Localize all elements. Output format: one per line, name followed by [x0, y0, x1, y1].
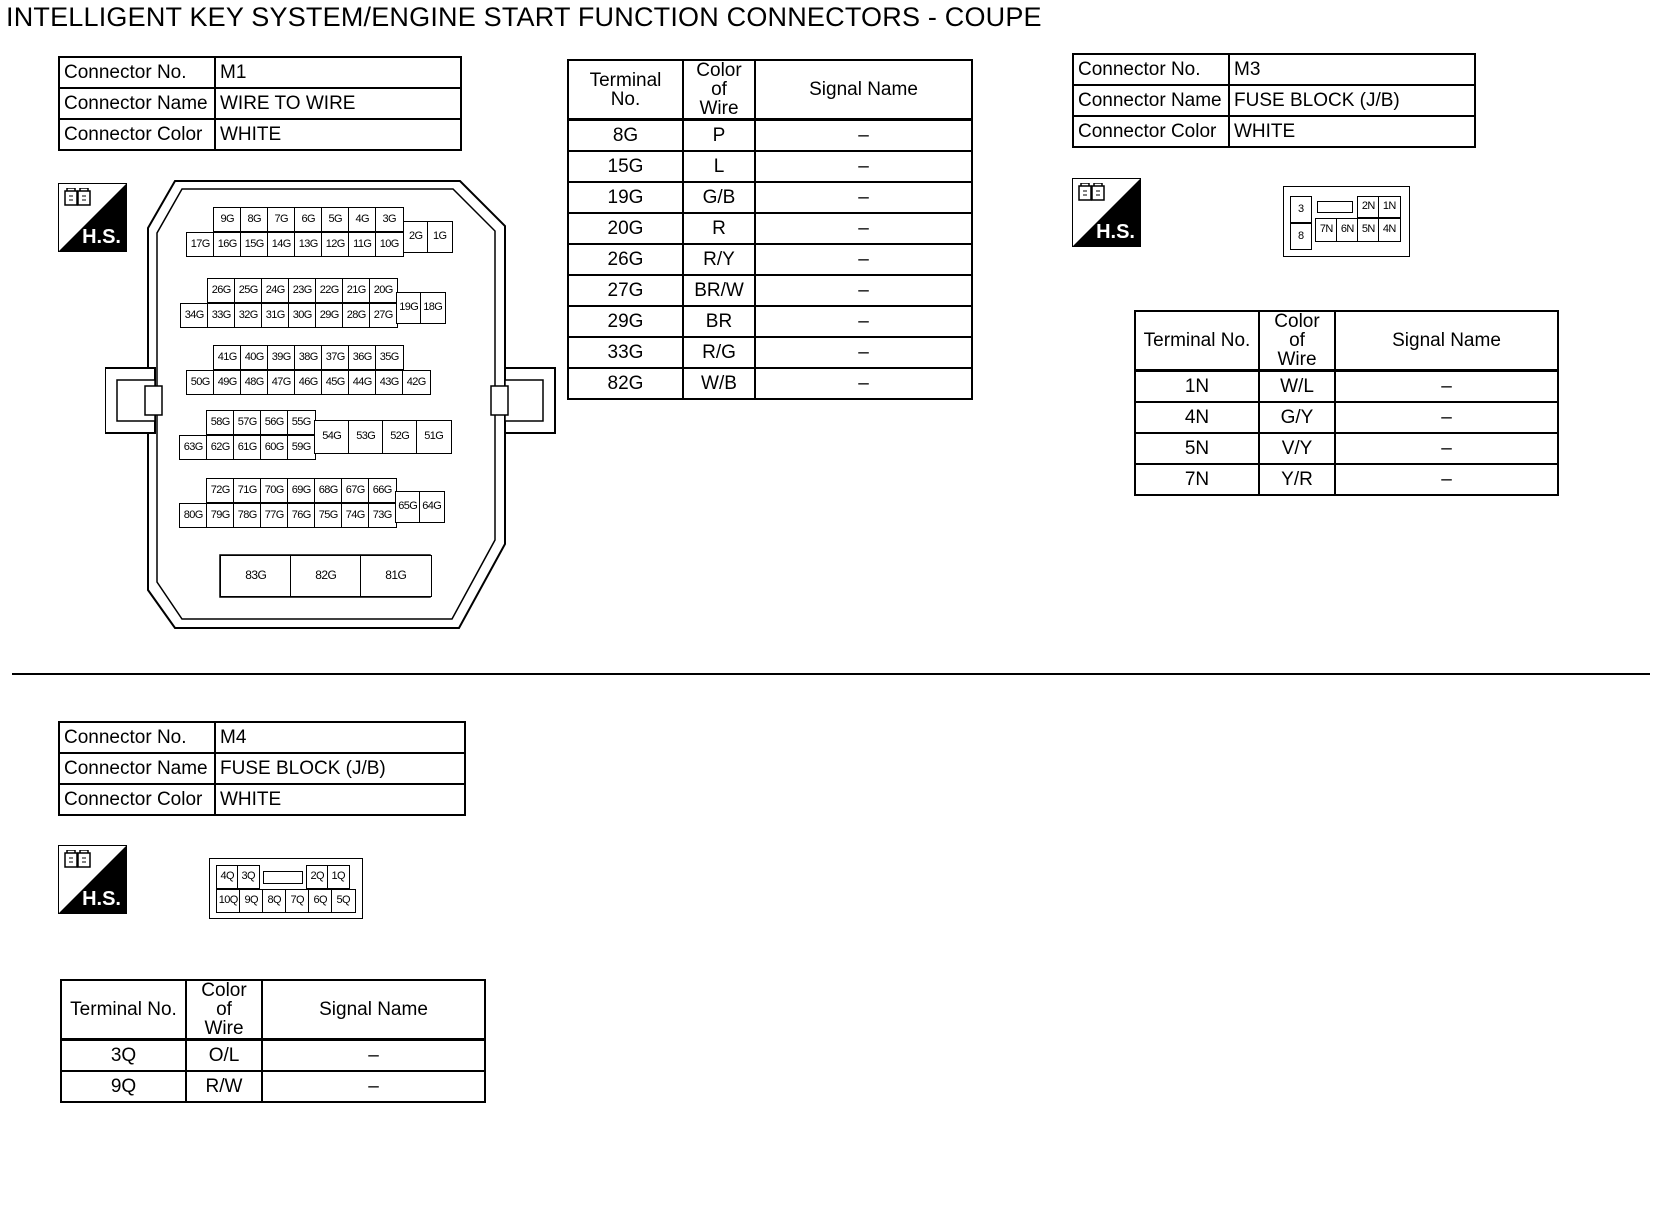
terminal-cavity: 60G — [260, 435, 289, 460]
terminal-cavity: 38G — [294, 345, 323, 370]
connector-no-label: Connector No. — [59, 722, 215, 753]
terminal-no-cell: 82G — [568, 368, 683, 399]
terminal-row — [568, 306, 972, 337]
wire-color-cell: V/Y — [1259, 433, 1335, 464]
terminal-cavity: 13G — [294, 232, 323, 257]
m4-info-table — [58, 721, 466, 816]
terminal-cavity: 2N — [1357, 196, 1380, 218]
terminal-row — [568, 151, 972, 182]
page-title: INTELLIGENT KEY SYSTEM/ENGINE START FUNCTION CONNECTORS - COUPE — [6, 2, 1042, 32]
terminal-cavity: 56G — [260, 410, 289, 435]
wire-color-cell: W/B — [683, 368, 755, 399]
terminal-cavity: 65G — [395, 491, 421, 523]
wire-color-cell: R — [683, 213, 755, 244]
harness-side-icon — [58, 845, 127, 914]
terminal-cavity: 6G — [294, 207, 323, 232]
terminal-cavity: 48G — [240, 370, 269, 395]
terminal-cavity: 57G — [233, 410, 262, 435]
terminal-cavity: 52G — [382, 420, 418, 454]
terminal-cavity: 43G — [375, 370, 404, 395]
terminal-cavity: 45G — [321, 370, 350, 395]
terminal-no-cell: 5N — [1135, 433, 1259, 464]
wire-color-cell: Y/R — [1259, 464, 1335, 495]
terminal-no-cell: 27G — [568, 275, 683, 306]
signal-name-cell: – — [755, 337, 972, 368]
signal-name-cell: – — [755, 182, 972, 213]
terminal-cavity: 10G — [375, 232, 404, 257]
terminal-no-cell: 19G — [568, 182, 683, 213]
terminal-no-cell: 7N — [1135, 464, 1259, 495]
terminal-cavity: 8 — [1290, 223, 1312, 250]
terminal-cavity: 4Q — [216, 865, 239, 889]
terminal-no-cell: 26G — [568, 244, 683, 275]
terminal-row — [61, 1071, 485, 1102]
terminal-cavity: 58G — [206, 410, 235, 435]
terminal-cavity: 1N — [1378, 196, 1401, 218]
terminal-cavity: 26G — [207, 278, 236, 303]
m3-connector-name: FUSE BLOCK (J/B) — [1229, 85, 1475, 116]
terminal-cavity: 39G — [267, 345, 296, 370]
terminal-cavity: 53G — [348, 420, 384, 454]
m3-connector-face — [1283, 186, 1410, 257]
terminal-cavity: 3 — [1290, 196, 1312, 223]
terminal-cavity: 42G — [402, 370, 431, 395]
terminal-cavity: 55G — [287, 410, 316, 435]
signal-name-cell: – — [755, 120, 972, 152]
terminal-cavity: 73G — [368, 503, 397, 528]
terminal-cavity: 80G — [179, 503, 208, 528]
terminal-cavity: 75G — [314, 503, 343, 528]
terminal-row — [1135, 433, 1558, 464]
m4-connector-name: FUSE BLOCK (J/B) — [215, 753, 465, 784]
terminal-cavity: 24G — [261, 278, 290, 303]
m4-terminal-table — [60, 979, 486, 1103]
terminal-cavity: 51G — [416, 420, 452, 454]
terminal-cavity: 47G — [267, 370, 296, 395]
terminal-cavity: 3Q — [237, 865, 260, 889]
wire-color-header: Color of Wire — [1259, 311, 1335, 371]
terminal-cavity: 14G — [267, 232, 296, 257]
m1-connector-no: M1 — [215, 57, 461, 88]
hs-label: H.S. — [1096, 221, 1135, 243]
terminal-cavity: 71G — [233, 478, 262, 503]
signal-name-cell: – — [1335, 433, 1558, 464]
terminal-cavity: 67G — [341, 478, 370, 503]
terminal-row — [568, 120, 972, 152]
terminal-cavity: 77G — [260, 503, 289, 528]
terminal-no-cell: 15G — [568, 151, 683, 182]
hs-label: H.S. — [82, 888, 121, 910]
terminal-cavity: 3G — [375, 207, 404, 232]
terminal-cavity: 7Q — [285, 889, 310, 913]
terminal-cavity: 6N — [1336, 218, 1359, 242]
terminal-no-cell: 33G — [568, 337, 683, 368]
terminal-cavity: 17G — [186, 232, 215, 257]
terminal-cavity: 49G — [213, 370, 242, 395]
connector-name-label: Connector Name — [59, 753, 215, 784]
terminal-cavity: 40G — [240, 345, 269, 370]
terminal-row — [568, 368, 972, 399]
terminal-cavity: 21G — [342, 278, 371, 303]
terminal-cavity: 36G — [348, 345, 377, 370]
terminal-cavity: 23G — [288, 278, 317, 303]
terminal-cavity: 2G — [403, 221, 429, 253]
terminal-no-cell: 4N — [1135, 402, 1259, 433]
m1-connector-name: WIRE TO WIRE — [215, 88, 461, 119]
terminal-cavity: 18G — [420, 292, 446, 324]
signal-name-cell: – — [755, 213, 972, 244]
terminal-cavity: 78G — [233, 503, 262, 528]
wire-color-cell: G/Y — [1259, 402, 1335, 433]
wire-color-cell: R/G — [683, 337, 755, 368]
terminal-cavity: 10Q — [216, 889, 241, 913]
terminal-no-cell: 8G — [568, 120, 683, 152]
m1-terminal-table — [567, 59, 973, 400]
terminal-cavity: 37G — [321, 345, 350, 370]
section-divider — [12, 673, 1650, 675]
wire-color-header: Color of Wire — [683, 60, 755, 120]
terminal-cavity: 41G — [213, 345, 242, 370]
terminal-cavity: 68G — [314, 478, 343, 503]
signal-name-header: Signal Name — [1335, 311, 1558, 371]
m4-connector-no: M4 — [215, 722, 465, 753]
m3-connector-no: M3 — [1229, 54, 1475, 85]
connector-color-label: Connector Color — [59, 784, 215, 815]
signal-name-header: Signal Name — [755, 60, 972, 120]
terminal-cavity: 22G — [315, 278, 344, 303]
terminal-row — [568, 337, 972, 368]
terminal-cavity: 79G — [206, 503, 235, 528]
terminal-cavity: 35G — [375, 345, 404, 370]
terminal-no-cell: 20G — [568, 213, 683, 244]
terminal-cavity: 29G — [315, 303, 344, 328]
wire-color-cell: L — [683, 151, 755, 182]
terminal-row — [568, 244, 972, 275]
terminal-cavity: 82G — [290, 555, 362, 597]
terminal-no-cell: 1N — [1135, 371, 1259, 403]
m4-connector-face — [209, 858, 363, 919]
terminal-cavity: 66G — [368, 478, 397, 503]
connector-color-label: Connector Color — [59, 119, 215, 150]
terminal-cavity: 5N — [1357, 218, 1380, 242]
terminal-cavity: 69G — [287, 478, 316, 503]
terminal-cavity: 7G — [267, 207, 296, 232]
terminal-cavity: 27G — [369, 303, 398, 328]
terminal-cavity: 74G — [341, 503, 370, 528]
wire-color-header: Color of Wire — [186, 980, 262, 1040]
terminal-cavity: 15G — [240, 232, 269, 257]
connector-no-label: Connector No. — [59, 57, 215, 88]
terminal-cavity: 7N — [1315, 218, 1338, 242]
terminal-cavity: 28G — [342, 303, 371, 328]
terminal-cavity: 64G — [419, 491, 445, 523]
terminal-cavity: 8G — [240, 207, 269, 232]
wire-color-cell: R/W — [186, 1071, 262, 1102]
terminal-cavity: 46G — [294, 370, 323, 395]
terminal-no-cell: 3Q — [61, 1040, 186, 1072]
m1-info-table — [58, 56, 462, 151]
terminal-cavity: 44G — [348, 370, 377, 395]
terminal-cavity: 54G — [314, 420, 350, 454]
terminal-cavity: 19G — [396, 292, 422, 324]
terminal-cavity: 59G — [287, 435, 316, 460]
terminal-row — [1135, 464, 1558, 495]
terminal-cavity: 34G — [180, 303, 209, 328]
terminal-no-header: Terminal No. — [61, 980, 186, 1040]
hs-label: H.S. — [82, 226, 121, 248]
terminal-cavity: 62G — [206, 435, 235, 460]
terminal-cavity: 8Q — [262, 889, 287, 913]
terminal-row — [1135, 371, 1558, 403]
wire-color-cell: W/L — [1259, 371, 1335, 403]
terminal-no-header: Terminal No. — [568, 60, 683, 120]
terminal-row — [568, 182, 972, 213]
connector-no-label: Connector No. — [1073, 54, 1229, 85]
signal-name-cell: – — [1335, 402, 1558, 433]
connector-key-slot — [263, 871, 303, 884]
wire-color-cell: BR/W — [683, 275, 755, 306]
connector-key-slot — [1317, 201, 1353, 213]
terminal-row — [568, 275, 972, 306]
terminal-cavity: 4G — [348, 207, 377, 232]
terminal-cavity: 6Q — [308, 889, 333, 913]
terminal-cavity: 5Q — [331, 889, 356, 913]
signal-name-header: Signal Name — [262, 980, 485, 1040]
terminal-cavity: 12G — [321, 232, 350, 257]
terminal-cavity: 70G — [260, 478, 289, 503]
terminal-cavity: 1Q — [327, 865, 350, 889]
signal-name-cell: – — [262, 1040, 485, 1072]
connector-color-label: Connector Color — [1073, 116, 1229, 147]
terminal-cavity: 76G — [287, 503, 316, 528]
wire-color-cell: G/B — [683, 182, 755, 213]
m3-connector-color: WHITE — [1229, 116, 1475, 147]
terminal-cavity: 31G — [261, 303, 290, 328]
terminal-cavity: 61G — [233, 435, 262, 460]
terminal-cavity: 50G — [186, 370, 215, 395]
terminal-cavity: 72G — [206, 478, 235, 503]
signal-name-cell: – — [755, 244, 972, 275]
terminal-row — [61, 1040, 485, 1072]
connector-name-label: Connector Name — [1073, 85, 1229, 116]
terminal-cavity: 2Q — [306, 865, 329, 889]
signal-name-cell: – — [1335, 371, 1558, 403]
terminal-no-cell: 29G — [568, 306, 683, 337]
m1-connector-color: WHITE — [215, 119, 461, 150]
signal-name-cell: – — [755, 306, 972, 337]
m1-connector-face — [105, 180, 560, 630]
signal-name-cell: – — [262, 1071, 485, 1102]
terminal-cavity: 16G — [213, 232, 242, 257]
terminal-cavity: 4N — [1378, 218, 1401, 242]
terminal-cavity: 30G — [288, 303, 317, 328]
terminal-cavity: 25G — [234, 278, 263, 303]
terminal-row — [1135, 402, 1558, 433]
terminal-cavity: 1G — [427, 221, 453, 253]
terminal-cavity: 20G — [369, 278, 398, 303]
wire-color-cell: R/Y — [683, 244, 755, 275]
terminal-no-header: Terminal No. — [1135, 311, 1259, 371]
connector-name-label: Connector Name — [59, 88, 215, 119]
terminal-cavity: 32G — [234, 303, 263, 328]
terminal-cavity: 9Q — [239, 889, 264, 913]
signal-name-cell: – — [1335, 464, 1558, 495]
signal-name-cell: – — [755, 368, 972, 399]
terminal-cavity: 11G — [348, 232, 377, 257]
m4-connector-color: WHITE — [215, 784, 465, 815]
m3-terminal-table — [1134, 310, 1559, 496]
terminal-no-cell: 9Q — [61, 1071, 186, 1102]
harness-side-icon — [1072, 178, 1141, 247]
signal-name-cell: – — [755, 151, 972, 182]
terminal-row — [568, 213, 972, 244]
terminal-cavity: 33G — [207, 303, 236, 328]
terminal-cavity: 83G — [220, 555, 292, 597]
wire-color-cell: BR — [683, 306, 755, 337]
wire-color-cell: O/L — [186, 1040, 262, 1072]
terminal-cavity: 81G — [360, 555, 432, 597]
signal-name-cell: – — [755, 275, 972, 306]
terminal-cavity: 5G — [321, 207, 350, 232]
terminal-cavity: 9G — [213, 207, 242, 232]
terminal-cavity: 63G — [179, 435, 208, 460]
wire-color-cell: P — [683, 120, 755, 152]
m3-info-table — [1072, 53, 1476, 148]
